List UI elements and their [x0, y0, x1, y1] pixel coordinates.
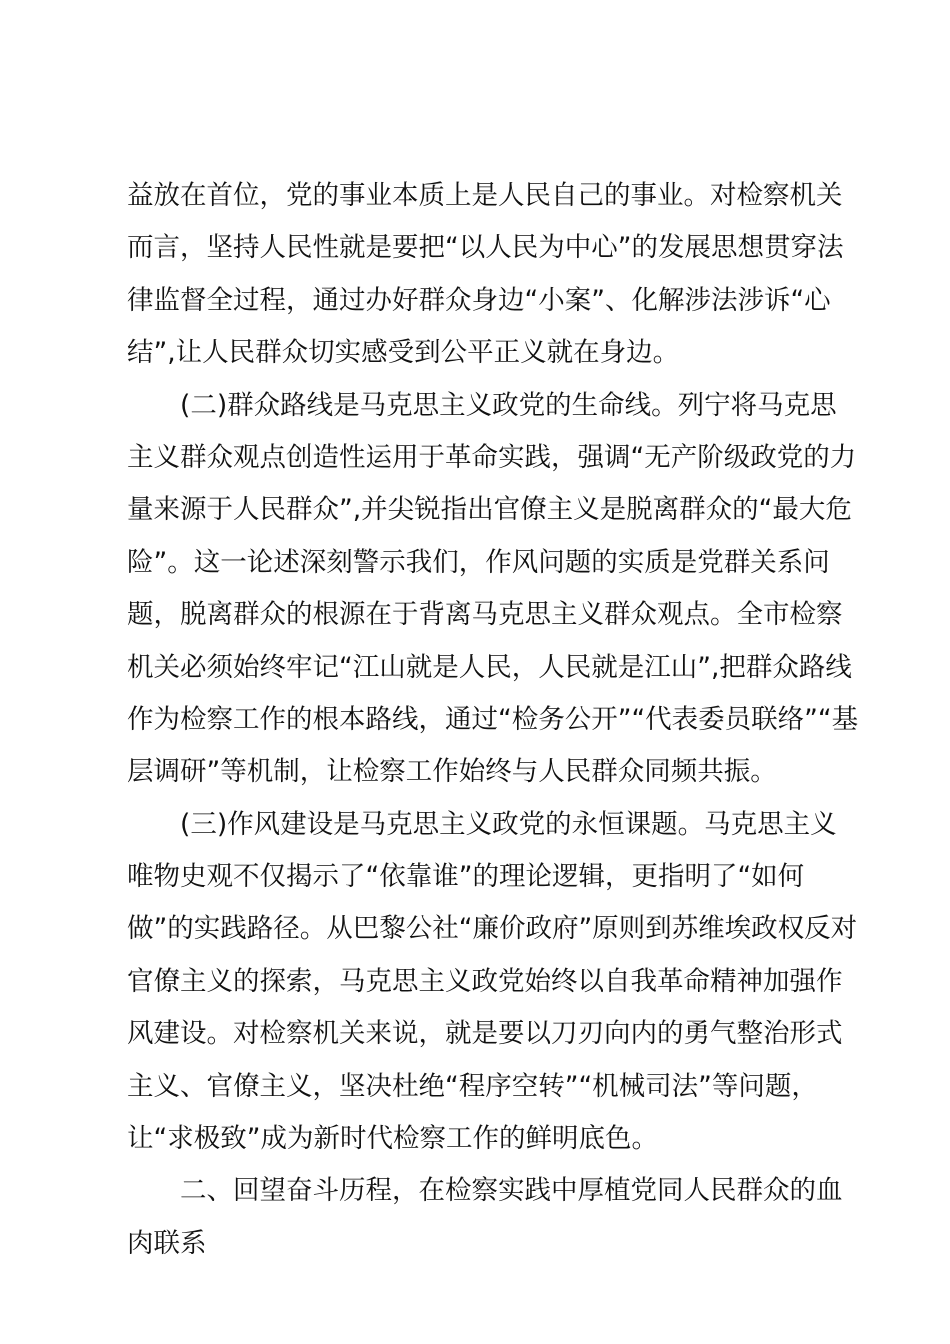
paragraph-3 [127, 799, 858, 1166]
text-line: 而言，坚持人民性就是要把“以人民为中心”的发展思想贯穿法 [127, 232, 844, 264]
document-body [127, 170, 859, 1270]
text-line: 唯物史观不仅揭示了“依靠谁”的理论逻辑，更指明了“如何 [127, 861, 805, 893]
text-line: 题，脱离群众的根源在于背离马克思主义群众观点。全市检察 [127, 599, 843, 631]
text-line: 结”,让人民群众切实感受到公平正义就在身边。 [127, 337, 680, 369]
text-line: 律监督全过程，通过办好群众身边“小案”、化解涉法涉诉“心 [127, 284, 831, 316]
text-line: 益放在首位，党的事业本质上是人民自己的事业。对检察机关 [127, 180, 843, 211]
text-line: 风建设。对检察机关来说，就是要以刀刃向内的勇气整治形式 [127, 1018, 843, 1050]
text-line: 层调研”等机制，让检察工作始终与人民群众同频共振。 [127, 756, 777, 788]
text-line: 主义群众观点创造性运用于革命实践，强调“无产阶级政党的力 [127, 441, 857, 473]
section-heading-2 [127, 1165, 843, 1270]
heading-line: 肉联系 [127, 1227, 207, 1259]
heading-line: 二、回望奋斗历程，在检察实践中厚植党同人民群众的血 [180, 1175, 843, 1207]
text-line: 主义、官僚主义，坚决杜绝“程序空转”“机械司法”等问题， [127, 1070, 818, 1102]
text-line: 让“求极致”成为新时代检察工作的鲜明底色。 [127, 1123, 658, 1155]
text-line: (三)作风建设是马克思主义政党的永恒课题。马克思主义 [180, 808, 837, 840]
paragraph-2 [127, 380, 859, 799]
text-line: (二)群众路线是马克思主义政党的生命线。列宁将马克思 [180, 389, 837, 421]
text-line: 作为检察工作的根本路线，通过“检务公开”“代表委员联络”“基 [127, 703, 859, 735]
text-line: 做”的实践路径。从巴黎公社“廉价政府”原则到苏维埃政权反对 [127, 913, 858, 945]
text-line: 官僚主义的探索，马克思主义政党始终以自我革命精神加强作 [127, 965, 843, 997]
text-line: 险”。这一论述深刻警示我们，作风问题的实质是党群关系问 [127, 546, 830, 578]
text-line: 量来源于人民群众”,并尖锐指出官僚主义是脱离群众的“最大危 [127, 494, 852, 526]
paragraph-1 [127, 170, 844, 380]
text-line: 机关必须始终牢记“江山就是人民，人民就是江山”,把群众路线 [127, 651, 852, 683]
